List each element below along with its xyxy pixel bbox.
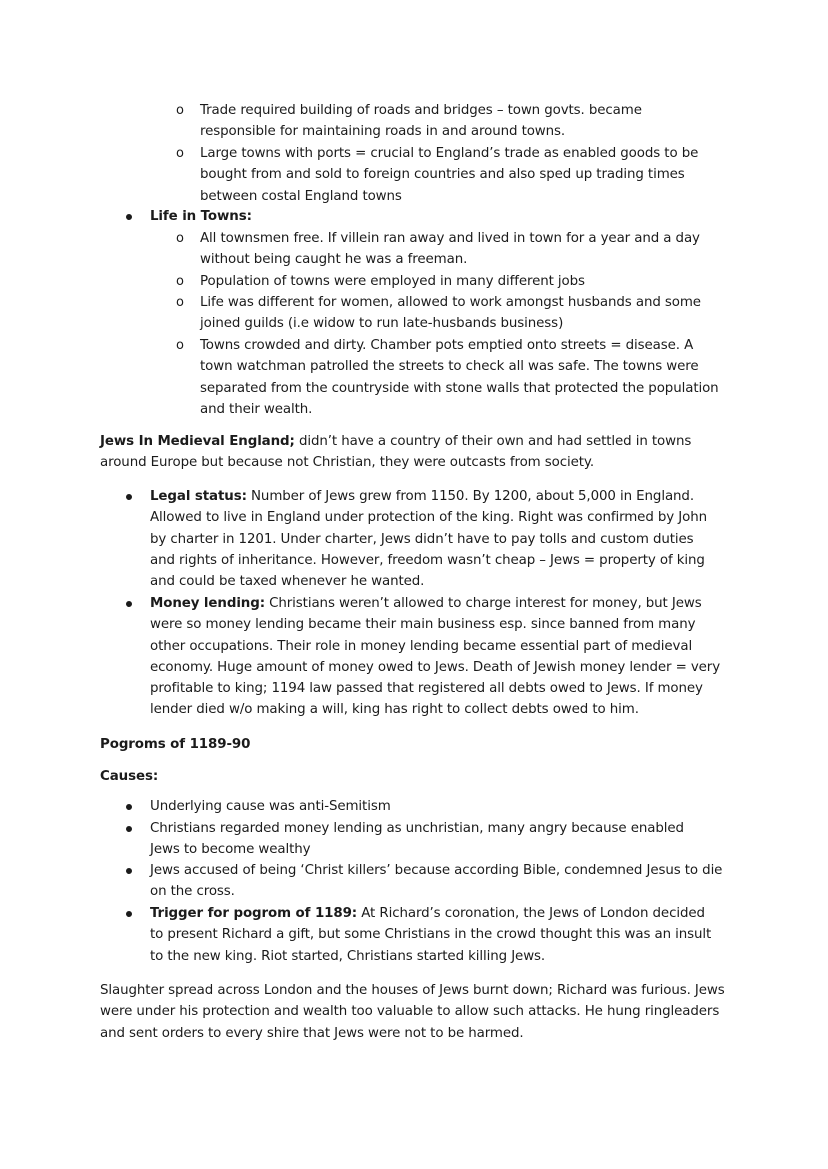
sub-bullet-marker xyxy=(176,292,184,313)
sub-bullet-marker xyxy=(176,271,184,292)
life-item-women: Life was different for women, allowed to work amongst husbands and some joined guilds (i.e widow to run late-husbands business) xyxy=(200,295,701,332)
bullet-marker xyxy=(126,214,132,220)
cause-item: Underlying cause was anti-Semitism xyxy=(150,799,391,814)
bullet-marker xyxy=(126,868,132,874)
sub-bullet-marker xyxy=(176,228,184,249)
money-lending-label: Money lending: xyxy=(150,596,265,611)
pogroms-heading: Pogroms of 1189-90 xyxy=(100,737,251,752)
jews-heading: Jews In Medieval England; xyxy=(100,434,295,449)
life-item-freemen: All townsmen free. If villein ran away and lived in town for a year and a day without being caught he was a freeman. xyxy=(200,231,700,268)
bullet-marker xyxy=(126,494,132,500)
legal-status-label: Legal status: xyxy=(150,489,247,504)
cause-item: Jews accused of being ‘Christ killers’ because according Bible, condemned Jesus to die on the cross. xyxy=(150,863,723,900)
money-lending-item xyxy=(150,593,722,721)
causes-heading: Causes: xyxy=(100,769,159,784)
trigger-text: At Richard’s coronation, the Jews of London decided to present Richard a gift, but some Christians in the crowd thought this was an insult to the new king. Riot started, Christians started killing Jews. xyxy=(150,906,712,964)
life-item-crowded: Towns crowded and dirty. Chamber pots emptied onto streets = disease. A town watchman patrolled the streets to check all was safe. The towns were separated from the countryside with stone walls that protected the population and their wealth. xyxy=(200,338,719,417)
trade-item-ports: Large towns with ports = crucial to England’s trade as enabled goods to be bought from and sold to foreign countries and also sped up trading times between costal England towns xyxy=(200,146,699,204)
trade-item-roads: Trade required building of roads and bridges – town govts. became responsible for maintaining roads in and around towns. xyxy=(200,103,642,140)
bullet-marker xyxy=(126,911,132,917)
legal-status-item xyxy=(150,486,722,592)
life-item-jobs: Population of towns were employed in many different jobs xyxy=(200,274,585,289)
trigger-label: Trigger for pogrom of 1189: xyxy=(150,906,358,921)
jews-intro-text: didn’t have a country of their own and had settled in towns around Europe but because not Christian, they were outcasts from society. xyxy=(100,434,692,471)
closing-paragraph: Slaughter spread across London and the houses of Jews burnt down; Richard was furious. Jews were under his protection and wealth too valuable to allow such attacks. He hung ringleaders and sent orders to every shire that Jews were not to be harmed. xyxy=(100,983,725,1041)
life-in-towns-heading: Life in Towns: xyxy=(150,209,252,224)
sub-bullet-marker xyxy=(176,100,184,121)
bullet-marker xyxy=(126,601,132,607)
bullet-marker xyxy=(126,826,132,832)
jews-intro-paragraph xyxy=(100,431,720,474)
bullet-marker xyxy=(126,804,132,810)
legal-status-text: Number of Jews grew from 1150. By 1200, about 5,000 in England. Allowed to live in England under protection of the king. Right was confirmed by John by charter in 1201. Under charter, Jews didn’t have to pay tolls and custom duties and rights of inheritance. However, freedom wasn’t cheap – Jews = property of king and could be taxed whenever he wanted. xyxy=(150,489,707,590)
trigger-item xyxy=(150,903,722,967)
cause-item: Christians regarded money lending as unchristian, many angry because enabled Jews to become wealthy xyxy=(150,821,684,858)
sub-bullet-marker xyxy=(176,335,184,356)
sub-bullet-marker xyxy=(176,143,184,164)
money-lending-text: Christians weren’t allowed to charge interest for money, but Jews were so money lending became their main business esp. since banned from many other occupations. Their role in money lending became essential part of medieval economy. Huge amount of money owed to Jews. Death of Jewish money lender = very profitable to king; 1194 law passed that registered all debts owed to Jews. If money lender died w/o making a will, king has right to collect debts owed to him. xyxy=(150,596,721,718)
